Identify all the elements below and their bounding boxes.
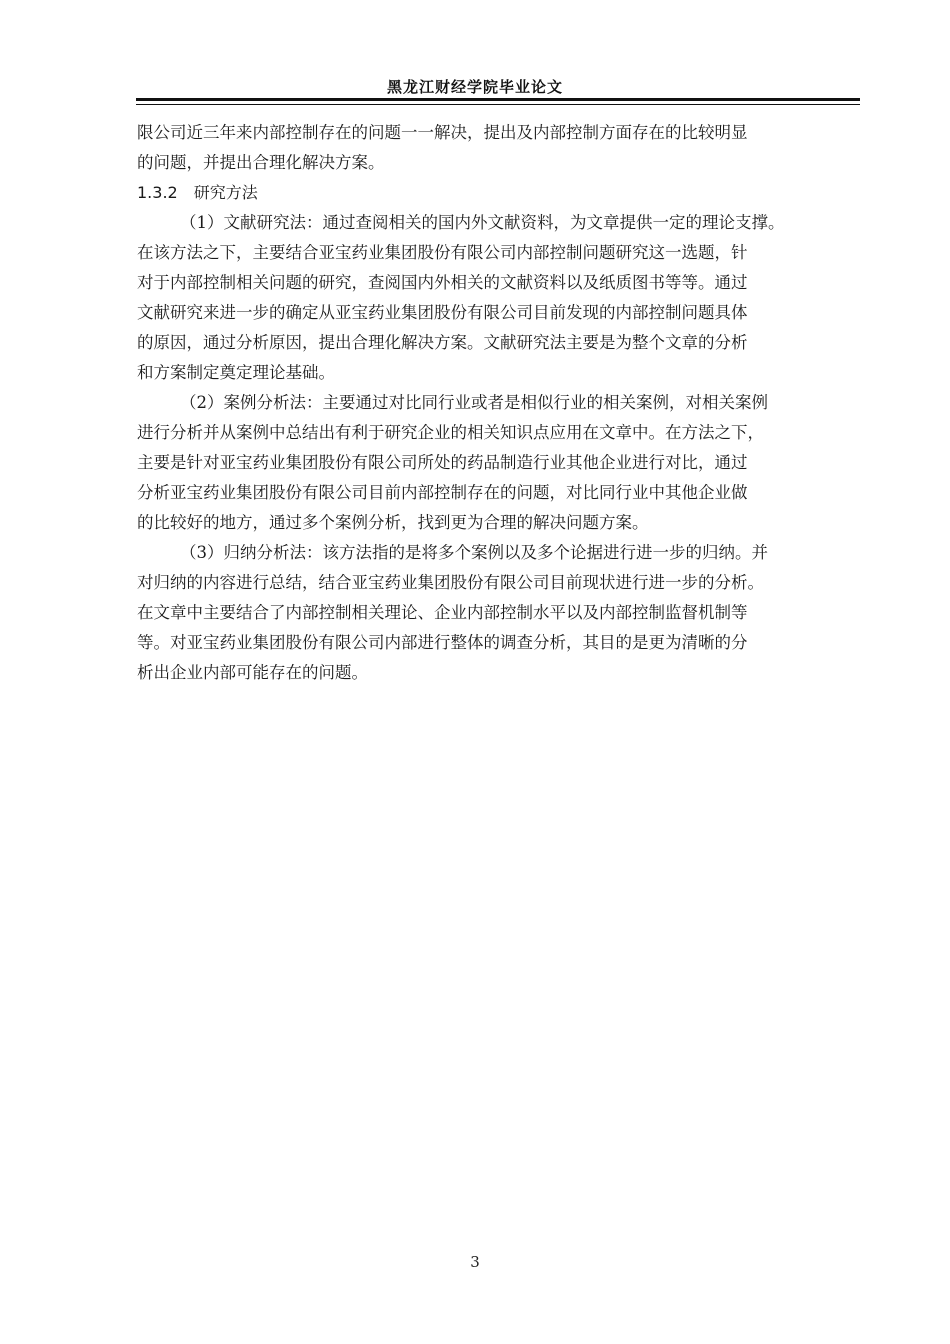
text-line: 文献研究来进一步的确定从亚宝药业集团股份有限公司目前发现的内部控制问题具体 [137,303,748,322]
text-line: 对于内部控制相关问题的研究，查阅国内外相关的文献资料以及纸质图书等等。通过 [137,273,748,292]
text-line: 进行分析并从案例中总结出有利于研究企业的相关知识点应用在文章中。在方法之下， [137,423,764,442]
page-number: 3 [470,1253,480,1271]
method-induction-paragraph [137,538,862,688]
text-line: 限公司近三年来内部控制存在的问题一一解决，提出及内部控制方面存在的比较明显 [137,123,748,142]
text-line: 的原因，通过分析原因，提出合理化解决方案。文献研究法主要是为整个文章的分析 [137,333,748,352]
text-line: 对归纳的内容进行总结，结合亚宝药业集团股份有限公司目前现状进行进一步的分析。 [137,573,764,592]
text-line: 在文章中主要结合了内部控制相关理论、企业内部控制水平以及内部控制监督机制等 [137,603,748,622]
text-line: 和方案制定奠定理论基础。 [137,363,335,382]
section-heading: 1.3.2 研究方法 [137,183,258,202]
text-line: （3）归纳分析法：该方法指的是将多个案例以及多个论据进行进一步的归纳。并 [180,543,768,562]
page-body [137,118,862,688]
text-line: 析出企业内部可能存在的问题。 [137,663,368,682]
text-line: 的问题，并提出合理化解决方案。 [137,153,385,172]
header-title: 黑龙江财经学院毕业论文 [386,78,563,96]
method-literature-paragraph [137,208,862,388]
intro-paragraph [137,118,862,178]
text-line: 分析亚宝药业集团股份有限公司目前内部控制存在的问题，对比同行业中其他企业做 [137,483,748,502]
text-line: （1）文献研究法：通过查阅相关的国内外文献资料，为文章提供一定的理论支撑。 [180,213,785,232]
text-line: （2）案例分析法：主要通过对比同行业或者是相似行业的相关案例，对相关案例 [180,393,768,412]
text-line: 在该方法之下，主要结合亚宝药业集团股份有限公司内部控制问题研究这一选题，针 [137,243,748,262]
header-rule-thick [136,98,860,101]
text-line: 等。对亚宝药业集团股份有限公司内部进行整体的调查分析，其目的是更为清晰的分 [137,633,748,652]
text-line: 主要是针对亚宝药业集团股份有限公司所处的药品制造行业其他企业进行对比，通过 [137,453,748,472]
header-rule-thin [136,104,860,105]
method-case-paragraph [137,388,862,538]
text-line: 的比较好的地方，通过多个案例分析，找到更为合理的解决问题方案。 [137,513,649,532]
